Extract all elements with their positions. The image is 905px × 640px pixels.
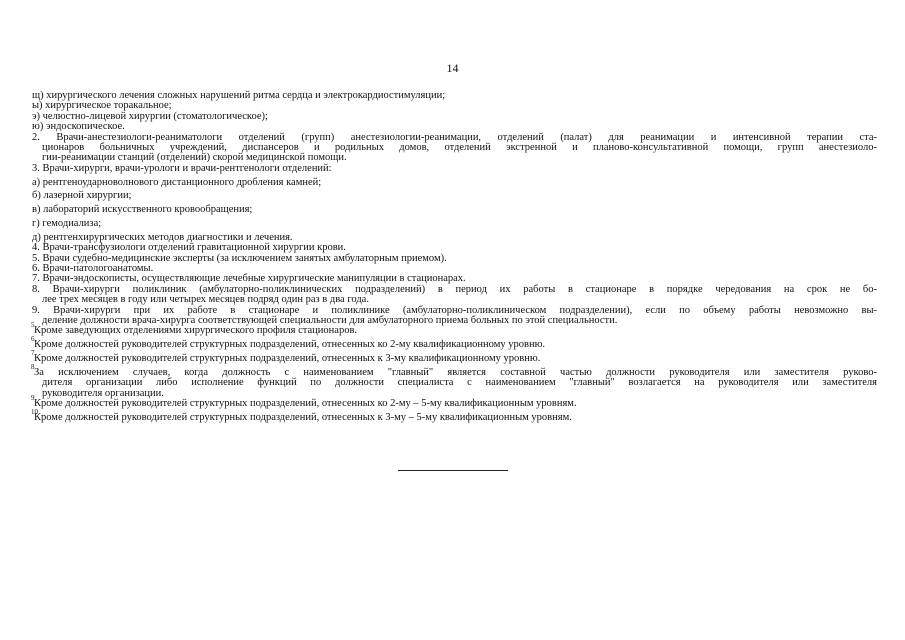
text-line: гии-реанимации станций (отделений) скорой медицинской помощи. — [42, 152, 347, 164]
text-line: 3. Врачи-хирурги, врачи-урологи и врачи-рентгенологи отделений: — [32, 162, 332, 174]
text-line: 2. Врачи-анестезиологи-реаниматологи отделений (групп) анестезиологии-реанимации, отделений (палат) для реанимации и интенсивной терапии ста- — [32, 131, 877, 143]
footnote-7 — [31, 349, 877, 365]
text-line: 4. Врачи-трансфузиологи отделений гравитационной хирургии крови. — [32, 242, 346, 254]
text-line: ы) хирургическое торакальное; — [32, 100, 172, 112]
footnote-6 — [31, 335, 877, 351]
text-line: 5. Врачи судебно-медицинские эксперты (за исключением занятых амбулаторным приемом). — [32, 252, 447, 264]
page-number: 14 — [446, 61, 459, 75]
text-line: ционаров больничных учреждений, диспансеров и родильных домов, отделений экстренной и планово-консультативной помощи, групп анестезиоло- — [42, 142, 877, 154]
footnote-10 — [31, 407, 877, 423]
footnote-mark: 5 — [31, 321, 35, 330]
footnote-mark: 9 — [31, 394, 35, 403]
text-line: д) рентгенхирургических методов диагностики и лечения. — [32, 231, 293, 243]
text-line: а) рентгеноударноволнового дистанционного дробления камней; — [32, 176, 322, 188]
footnote-mark: 7 — [31, 349, 35, 358]
text-line: 9. Врачи-хирурги при их работе в стационаре и поликлинике (амбулаторно-поликлиническом подразделении), если по объему работы невозможно вы- — [32, 304, 877, 316]
footnote-mark: 10 — [31, 407, 38, 416]
footnote-text: Кроме заведующих отделениями хирургического профиля стационаров. — [34, 325, 358, 337]
text-line: г) гемодиализа; — [32, 218, 102, 230]
footnote-8-continuation: руководителя организации. — [42, 387, 164, 399]
text-line: в) лабораторий искусственного кровообращения; — [32, 204, 253, 216]
footnote-text: Кроме должностей руководителей структурных подразделений, отнесенных ко 2-му квалификационному уровню. — [34, 339, 546, 351]
footnote-text: Кроме должностей руководителей структурных подразделений, отнесенных ко 2-му – 5-му квалификационным уровням. — [34, 398, 577, 410]
section-divider — [398, 470, 508, 471]
footnote-text: За исключением случаев, когда должность с наименованием "главный" является составной частью должности руководителя или заместителя руково- — [34, 366, 877, 378]
footnote-9 — [31, 394, 877, 410]
footnote-8-continuation: дителя организации либо исполнение функций по должности специалиста с наименованием "главный" возлагается на руководителя или заместителя — [42, 377, 877, 389]
text-line: деление должности врача-хирурга соответствующей специальности для амбулаторного приема больных по этой специальности. — [42, 315, 618, 327]
text-line: 8. Врачи-хирурги поликлиник (амбулаторно-поликлинических подразделений) в период их работы в стационаре в порядке чередования на срок не бо- — [32, 283, 877, 295]
text-line: щ) хирургического лечения сложных нарушений ритма сердца и электрокардиостимуляции; — [32, 90, 446, 101]
footnote-8 — [31, 362, 877, 378]
footnote-text: Кроме должностей руководителей структурных подразделений, отнесенных к 3-му квалификационному уровню. — [34, 353, 541, 365]
text-line: ю) эндоскопическое. — [32, 121, 125, 133]
footnote-mark: 8 — [31, 362, 35, 371]
text-line: э) челюстно-лицевой хирургии (стоматологическое); — [32, 110, 268, 122]
text-line: 7. Врачи-эндоскописты, осуществляющие лечебные хирургические манипуляции в стационарах. — [32, 273, 466, 285]
text-line: 6. Врачи-патологоанатомы. — [32, 263, 154, 275]
document-body — [32, 91, 877, 423]
text-line: лее трех месяцев в году или четырех месяцев подряд один раз в два года. — [42, 294, 369, 306]
text-line: б) лазерной хирургии; — [32, 190, 132, 202]
footnote-text: Кроме должностей руководителей структурных подразделений, отнесенных к 3-му – 5-му квалификационным уровням. — [34, 411, 572, 423]
footnote-mark: 6 — [31, 335, 35, 344]
